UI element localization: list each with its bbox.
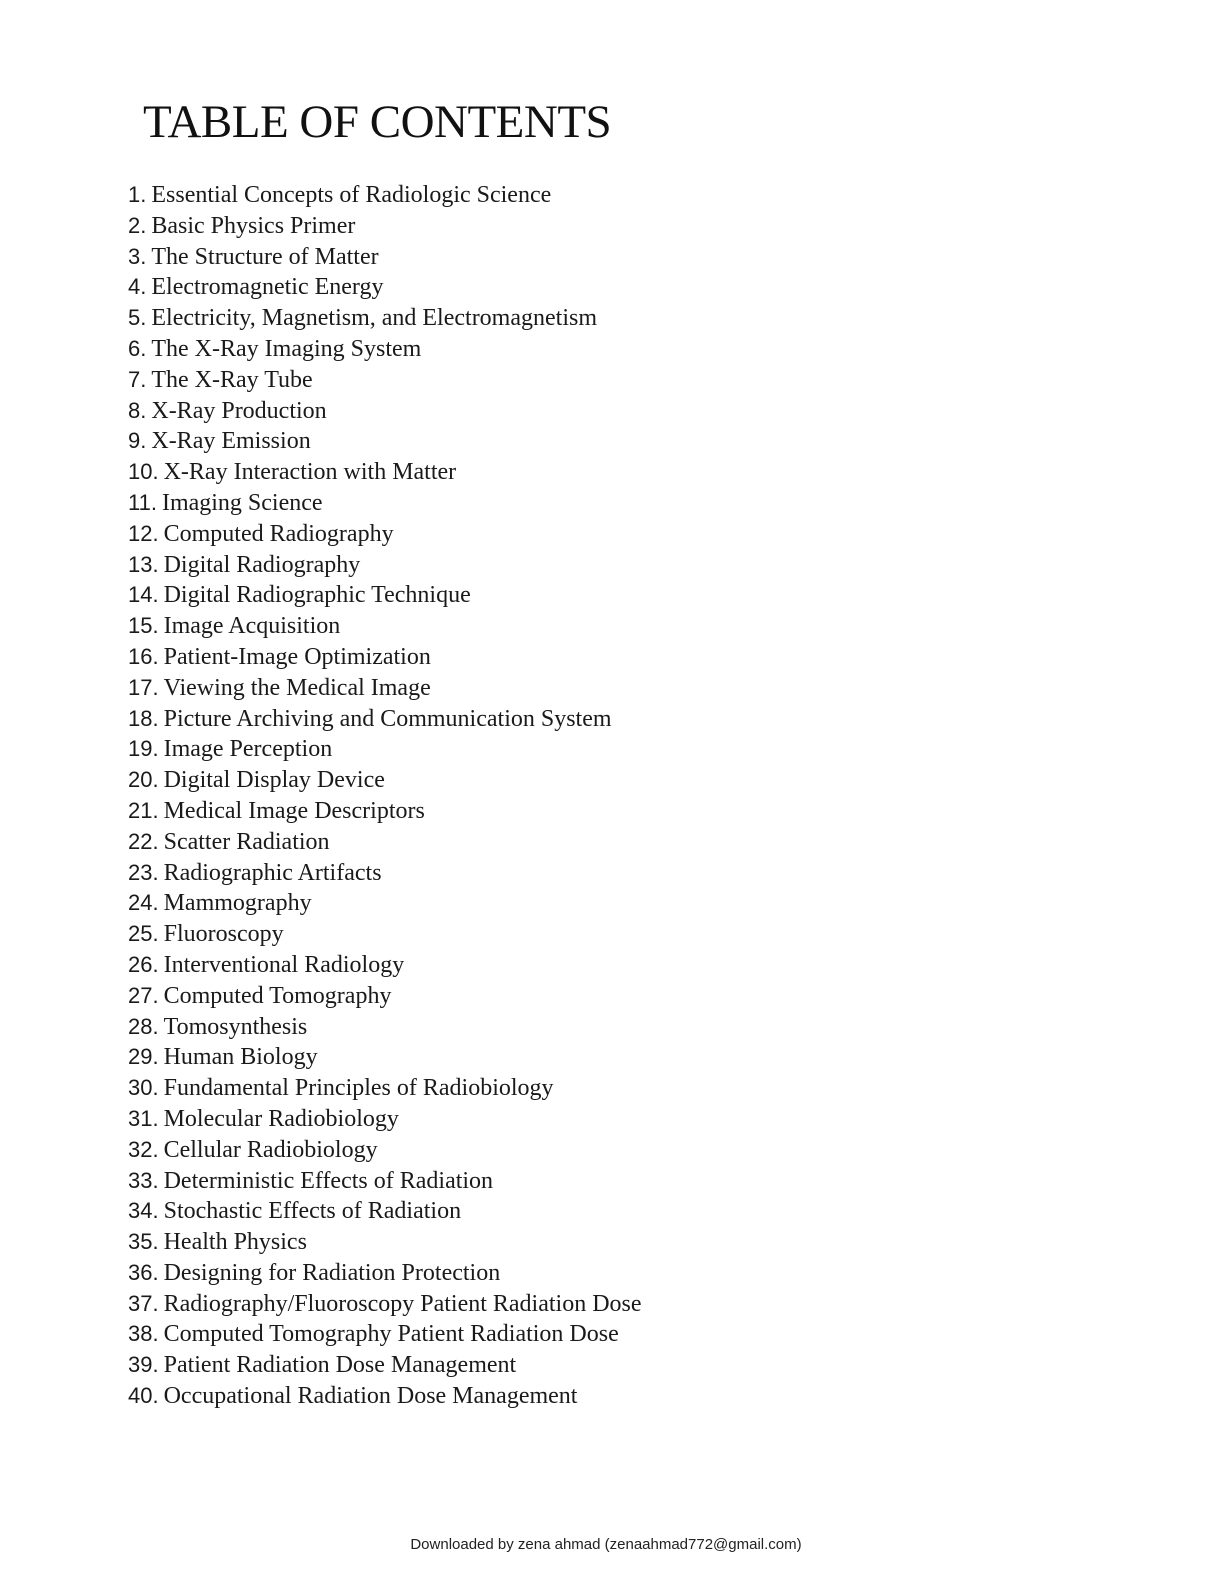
toc-entry-number: 27. — [128, 982, 159, 1008]
toc-entry — [128, 457, 642, 488]
toc-entry — [128, 1350, 642, 1381]
toc-entry-number: 14. — [128, 582, 159, 608]
toc-entry — [128, 211, 642, 242]
toc-entry-title: Computed Radiography — [163, 520, 394, 547]
toc-entry-number: 20. — [128, 767, 159, 793]
table-of-contents-list — [128, 180, 642, 1412]
toc-entry — [128, 765, 642, 796]
toc-entry-number: 23. — [128, 859, 159, 885]
toc-entry — [128, 858, 642, 889]
toc-entry-number: 5. — [128, 305, 147, 331]
toc-entry-number: 15. — [128, 613, 159, 639]
toc-entry-title: Essential Concepts of Radiologic Science — [151, 182, 552, 208]
toc-entry-title: Human Biology — [163, 1044, 318, 1071]
toc-entry-number: 11. — [128, 489, 157, 515]
toc-entry — [128, 642, 642, 673]
toc-entry-number: 22. — [128, 828, 159, 854]
toc-entry-number: 10. — [128, 459, 159, 485]
toc-entry-number: 8. — [128, 397, 147, 423]
toc-entry-title: Basic Physics Primer — [151, 212, 356, 239]
toc-entry-title: Digital Radiographic Technique — [163, 582, 471, 609]
toc-entry — [128, 180, 642, 211]
toc-entry — [128, 919, 642, 950]
toc-entry — [128, 704, 642, 735]
toc-entry — [128, 827, 642, 858]
toc-entry-title: Computed Tomography Patient Radiation Dose — [163, 1321, 619, 1348]
toc-entry-number: 32. — [128, 1136, 159, 1162]
toc-entry-title: Tomosynthesis — [163, 1013, 308, 1040]
toc-entry-title: The X-Ray Tube — [151, 366, 313, 393]
toc-entry-number: 19. — [128, 736, 159, 762]
toc-entry-number: 40. — [128, 1383, 159, 1409]
toc-entry-number: 36. — [128, 1259, 159, 1285]
toc-entry — [128, 981, 642, 1012]
toc-entry-number: 29. — [128, 1044, 159, 1070]
toc-entry — [128, 396, 642, 427]
toc-entry-title: Fluoroscopy — [163, 921, 284, 948]
toc-entry-number: 39. — [128, 1352, 159, 1378]
toc-entry-number: 6. — [128, 335, 147, 361]
toc-entry-title: Digital Radiography — [163, 551, 361, 578]
toc-entry-title: Designing for Radiation Protection — [163, 1259, 501, 1286]
toc-entry-title: X-Ray Production — [151, 397, 327, 424]
toc-entry-number: 30. — [128, 1075, 159, 1101]
toc-entry-title: Interventional Radiology — [163, 951, 405, 978]
toc-entry-number: 31. — [128, 1105, 159, 1131]
toc-entry — [128, 1042, 642, 1073]
toc-entry — [128, 1135, 642, 1166]
toc-entry — [128, 1166, 642, 1197]
toc-entry-title: Deterministic Effects of Radiation — [163, 1167, 494, 1194]
toc-entry — [128, 1073, 642, 1104]
toc-entry-title: Electricity, Magnetism, and Electromagnetism — [151, 305, 597, 332]
toc-entry — [128, 519, 642, 550]
toc-entry — [128, 1196, 642, 1227]
toc-entry-number: 2. — [128, 212, 147, 238]
toc-entry — [128, 1319, 642, 1350]
toc-entry-title: Health Physics — [163, 1229, 307, 1256]
toc-entry-number: 34. — [128, 1198, 159, 1224]
toc-entry-number: 12. — [128, 520, 159, 546]
toc-entry-title: Radiographic Artifacts — [163, 859, 382, 886]
toc-entry-title: Patient-Image Optimization — [163, 643, 431, 670]
toc-entry-title: Electromagnetic Energy — [151, 274, 384, 301]
toc-entry-title: Mammography — [163, 890, 312, 917]
toc-entry — [128, 1381, 642, 1412]
toc-entry-number: 21. — [128, 797, 159, 823]
toc-entry-number: 13. — [128, 551, 159, 577]
toc-entry-title: Scatter Radiation — [163, 828, 330, 855]
toc-entry-number: 4. — [128, 274, 147, 300]
toc-entry-number: 37. — [128, 1290, 159, 1316]
toc-entry-number: 33. — [128, 1167, 159, 1193]
toc-entry-title: Image Acquisition — [163, 613, 341, 640]
toc-entry — [128, 272, 642, 303]
toc-entry — [128, 950, 642, 981]
toc-entry-number: 7. — [128, 366, 147, 392]
toc-entry-title: Computed Tomography — [163, 982, 392, 1009]
toc-entry — [128, 1104, 642, 1135]
toc-entry-title: Fundamental Principles of Radiobiology — [163, 1075, 554, 1102]
toc-entry — [128, 580, 642, 611]
toc-entry — [128, 1258, 642, 1289]
toc-entry-title: Image Perception — [163, 736, 333, 763]
toc-entry — [128, 1289, 642, 1320]
toc-entry — [128, 796, 642, 827]
toc-entry-title: Digital Display Device — [163, 767, 385, 794]
toc-entry-number: 9. — [128, 428, 147, 454]
toc-entry — [128, 242, 642, 273]
toc-entry — [128, 611, 642, 642]
toc-entry-number: 18. — [128, 705, 159, 731]
toc-entry-number: 16. — [128, 643, 159, 669]
toc-entry-title: Occupational Radiation Dose Management — [163, 1383, 578, 1410]
toc-entry — [128, 488, 642, 519]
toc-entry-title: Patient Radiation Dose Management — [163, 1352, 517, 1379]
toc-entry-title: X-Ray Interaction with Matter — [163, 459, 457, 486]
toc-entry-title: Molecular Radiobiology — [163, 1105, 399, 1132]
toc-entry-title: Picture Archiving and Communication System — [163, 705, 612, 732]
page-title: TABLE OF CONTENTS — [143, 96, 612, 148]
toc-entry — [128, 1227, 642, 1258]
toc-entry-number: 35. — [128, 1229, 159, 1255]
toc-entry-number: 25. — [128, 921, 159, 947]
toc-entry-number: 17. — [128, 674, 159, 700]
toc-entry — [128, 734, 642, 765]
toc-entry — [128, 1012, 642, 1043]
toc-entry-number: 28. — [128, 1013, 159, 1039]
toc-entry-number: 1. — [128, 182, 147, 207]
toc-entry — [128, 334, 642, 365]
toc-entry-title: The X-Ray Imaging System — [151, 335, 422, 362]
toc-entry-number: 24. — [128, 890, 159, 916]
toc-entry — [128, 365, 642, 396]
toc-entry-title: X-Ray Emission — [151, 428, 311, 455]
toc-entry-title: Stochastic Effects of Radiation — [163, 1198, 462, 1225]
toc-entry — [128, 550, 642, 581]
toc-entry-title: The Structure of Matter — [151, 243, 379, 270]
toc-entry — [128, 303, 642, 334]
toc-entry-number: 26. — [128, 951, 159, 977]
toc-entry-title: Medical Image Descriptors — [163, 797, 425, 824]
toc-entry-title: Cellular Radiobiology — [163, 1136, 378, 1163]
toc-entry — [128, 673, 642, 704]
toc-entry — [128, 888, 642, 919]
toc-entry-number: 38. — [128, 1321, 159, 1347]
toc-entry — [128, 426, 642, 457]
toc-entry-title: Radiography/Fluoroscopy Patient Radiation Dose — [163, 1290, 642, 1317]
toc-entry-title: Viewing the Medical Image — [163, 674, 431, 701]
download-footer-note: Downloaded by zena ahmad (zenaahmad772@gmail.com) — [410, 1536, 802, 1553]
toc-entry-title: Imaging Science — [161, 489, 323, 516]
toc-entry-number: 3. — [128, 243, 147, 269]
